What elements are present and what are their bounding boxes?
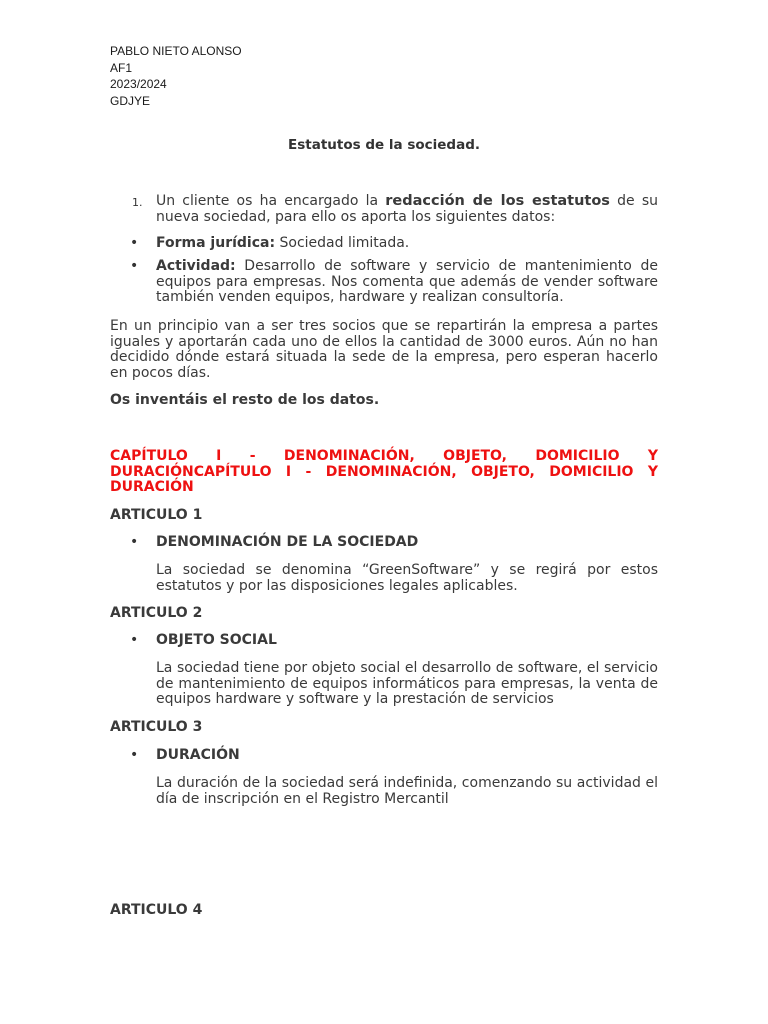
- bullet-icon: •: [130, 632, 139, 648]
- chapter-heading: CAPÍTULO I - DENOMINACIÓN, OBJETO, DOMICILIO Y DURACIÓNCAPÍTULO I - DENOMINACIÓN, OBJETO, DOMICILIO Y DURACIÓN: [110, 448, 658, 496]
- article-heading: ARTICULO 4: [110, 902, 203, 918]
- bullet-icon: •: [130, 235, 139, 251]
- bullet-label: Forma jurídica:: [156, 235, 276, 251]
- bullet-icon: •: [130, 534, 139, 550]
- bullet-text: Sociedad limitada.: [275, 235, 410, 251]
- task-closing: Os inventáis el resto de los datos.: [110, 392, 380, 408]
- task-intro: [156, 194, 658, 225]
- author-name: PABLO NIETO ALONSO: [110, 44, 242, 58]
- article-subheading: DENOMINACIÓN DE LA SOCIEDAD: [156, 534, 419, 550]
- bullet-icon: •: [130, 258, 139, 274]
- activity-code: AF1: [110, 60, 133, 75]
- author-header: [110, 43, 242, 109]
- list-item: [156, 236, 658, 252]
- course-code: GDJYE: [110, 93, 151, 108]
- bullet-text: Desarrollo de software y servicio de mantenimiento de equipos para empresas. Nos comenta que además de vender software también venden equipos, hardware y realizan consultoría.: [156, 258, 658, 306]
- bullet-label: Actividad:: [156, 258, 236, 274]
- article-subheading: DURACIÓN: [156, 747, 240, 763]
- article-text: La sociedad tiene por objeto social el desarrollo de software, el servicio de mantenimiento de equipos informáticos para empresas, la venta de equipos hardware y software y la prestación de servicios: [156, 660, 658, 708]
- list-item: [156, 259, 658, 306]
- task-intro-bold: redacción de los estatutos: [385, 193, 610, 209]
- task-intro-before: Un cliente os ha encargado la: [156, 193, 386, 209]
- list-number: 1.: [132, 196, 143, 209]
- article-text: La sociedad se denomina “GreenSoftware” y se regirá por estos estatutos y por las disposiciones legales aplicables.: [156, 562, 658, 594]
- document-title: Estatutos de la sociedad.: [288, 137, 480, 153]
- bullet-icon: •: [130, 747, 139, 763]
- task-paragraph: En un principio van a ser tres socios que se repartirán la empresa a partes iguales y aportarán cada uno de ellos la cantidad de 3000 euros. Aún no han decidido dónde estará situada la sede de la empresa, pero esperan hacerlo en pocos días.: [110, 318, 658, 381]
- academic-year: 2023/2024: [110, 77, 167, 91]
- article-text: La duración de la sociedad será indefinida, comenzando su actividad el día de inscripción en el Registro Mercantil: [156, 775, 658, 807]
- article-heading: ARTICULO 1: [110, 507, 203, 523]
- article-subheading: OBJETO SOCIAL: [156, 632, 277, 648]
- task-intro-after: de su nueva sociedad, para ello os aporta los siguientes datos:: [156, 193, 658, 225]
- article-heading: ARTICULO 3: [110, 719, 203, 735]
- article-heading: ARTICULO 2: [110, 605, 203, 621]
